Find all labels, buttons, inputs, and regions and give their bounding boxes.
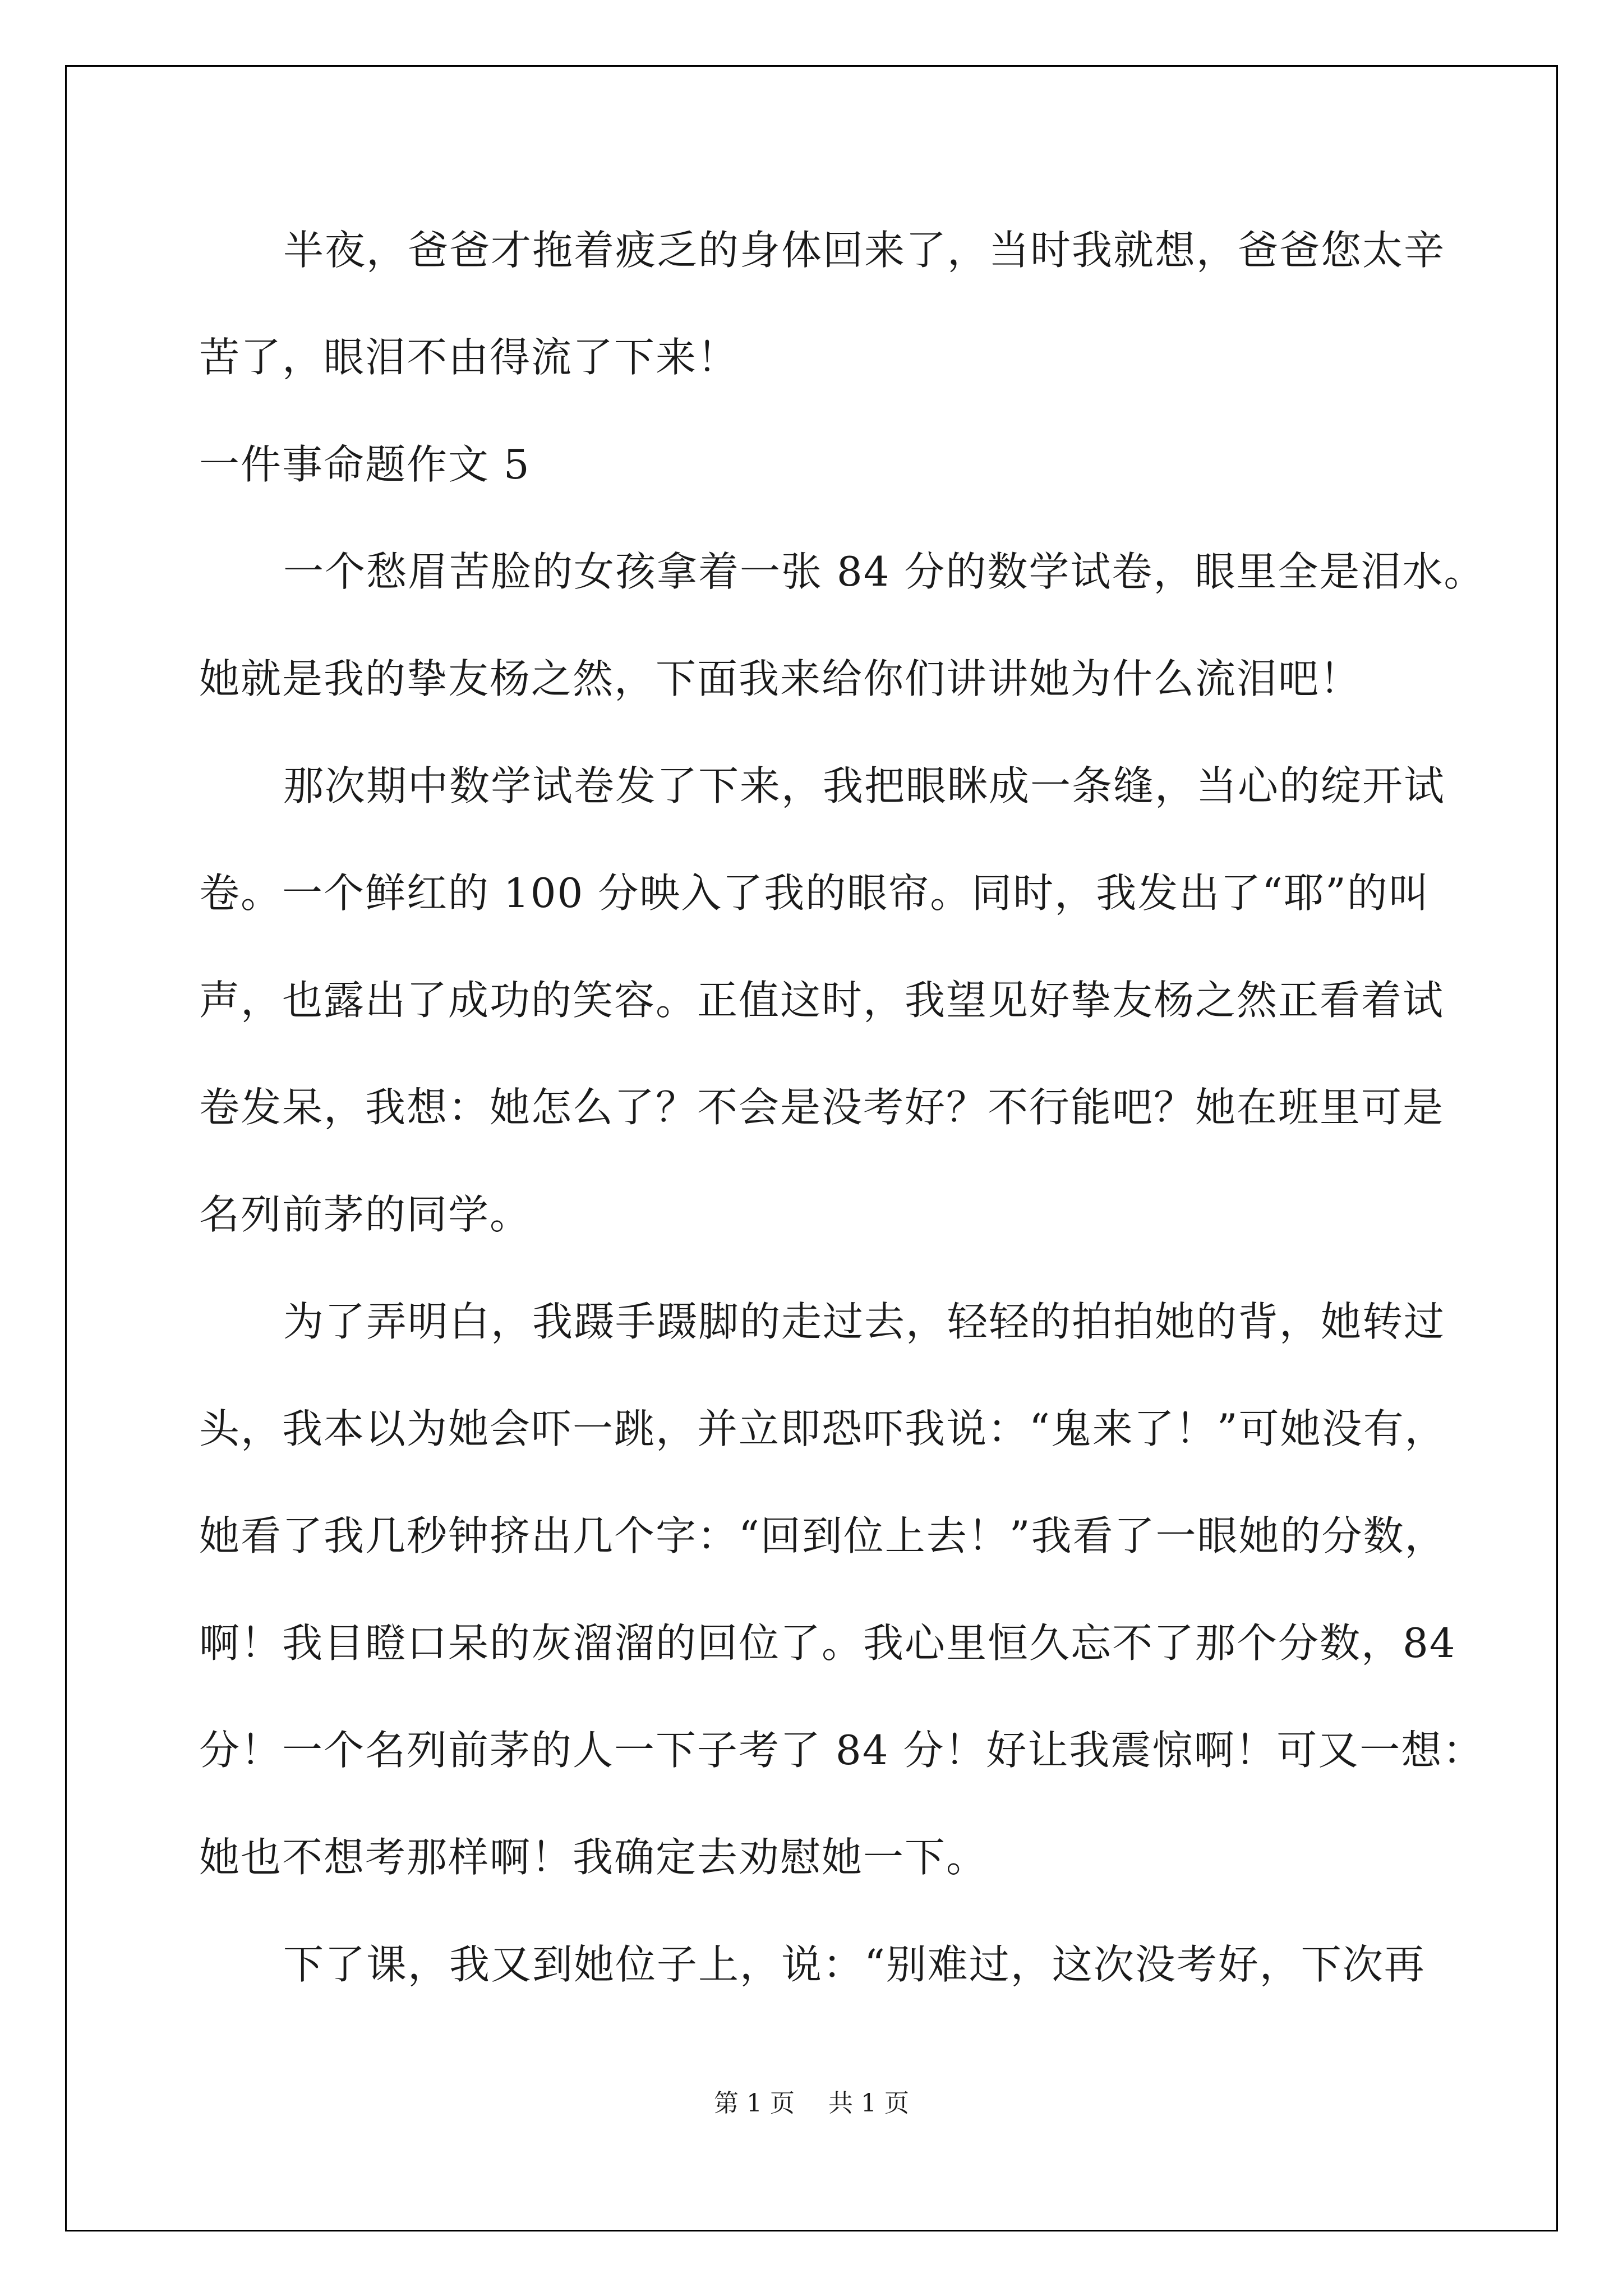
paragraph-line: 苦了，眼泪不由得流了下来！: [199, 334, 739, 381]
paragraph-line: 半夜，爸爸才拖着疲乏的身体回来了，当时我就想，爸爸您太辛: [283, 227, 1446, 274]
paragraph-line: 她看了我几秒钟挤出几个字：“回到位上去！”我看了一眼她的分数，: [199, 1512, 1446, 1559]
paragraph-line: 啊！我目瞪口呆的灰溜溜的回位了。我心里恒久忘不了那个分数，84: [199, 1619, 1456, 1667]
section-heading: 一件事命题作文 5: [199, 441, 531, 488]
paragraph-line: 她也不想考那样啊！我确定去劝慰她一下。: [199, 1834, 988, 1881]
paragraph-line: 她就是我的挚友杨之然，下面我来给你们讲讲她为什么流泪吧！: [199, 655, 1362, 702]
paragraph-line: 卷发呆，我想：她怎么了？不会是没考好？不行能吧？她在班里可是: [199, 1084, 1445, 1131]
document-body: [199, 213, 1486, 2035]
paragraph-line: 下了课，我又到她位子上，说：“别难过，这次没考好，下次再: [283, 1941, 1426, 1988]
page-footer: [0, 2087, 1623, 2120]
page-number-label: 第 1 页: [714, 2089, 795, 2118]
paragraph-line: 头，我本以为她会吓一跳，并立即恐吓我说：“鬼来了！”可她没有，: [199, 1405, 1446, 1452]
paragraph-line: 分！一个名列前茅的人一下子考了 84 分！好让我震惊啊！可又一想：: [199, 1727, 1484, 1774]
paragraph-line: 声，也露出了成功的笑容。正值这时，我望见好挚友杨之然正看着试: [199, 977, 1445, 1024]
paragraph-line: 一个愁眉苦脸的女孩拿着一张 84 分的数学试卷，眼里全是泪水。: [283, 548, 1486, 595]
paragraph-line: 为了弄明白，我蹑手蹑脚的走过去，轻轻的拍拍她的背，她转过: [283, 1298, 1446, 1345]
paragraph-line: 卷。一个鲜红的 100 分映入了我的眼帘。同时，我发出了“耶”的叫: [199, 869, 1430, 917]
paragraph-line: 那次期中数学试卷发了下来，我把眼眯成一条缝，当心的绽开试: [283, 762, 1446, 809]
paragraph-line: 名列前茅的同学。: [199, 1191, 532, 1238]
page-total-label: 共 1 页: [828, 2089, 909, 2118]
